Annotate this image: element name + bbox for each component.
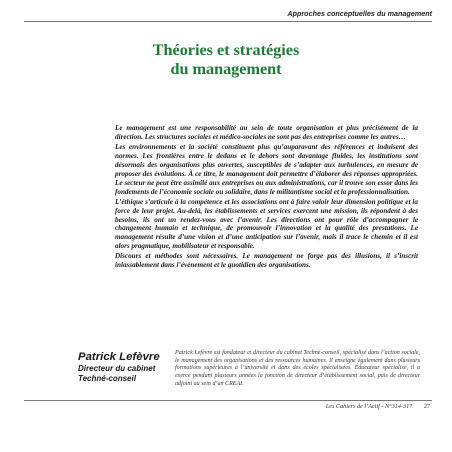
- paragraph: Discours et méthodes sont nécessaires. Le management ne forge pas des illusions, il s’inscrit inlassablement dans l’évènement et le quotidien des organisations.: [115, 252, 418, 270]
- author-affiliation: Techné-conseil: [78, 373, 136, 383]
- title-line-2: du management: [170, 60, 282, 78]
- author-bio: Patrick Lefèvre est fondateur et directeur du cabinet Techné-conseil, spécialisé dans l’action sociale, le management des organisations et des ressources humaines. Il enseigne également dans plusieurs formations supérieures à l’université et dans des écoles spécialisées. Éducateur spécialisé, il a exercé pendant plusieurs années la fonction de directeur d’établissement social, puis de directeur adjoint au sein d’un CREAI.: [175, 350, 420, 387]
- journal-reference: Les Cahiers de l’Actif - N°314-317: [325, 403, 413, 410]
- running-head: Approches conceptuelles du management: [287, 9, 432, 18]
- page-title: [0, 41, 452, 79]
- paragraph: L’éthique s’articule à la compétence et les associations ont à faire valoir leur dimension politique et la force de leur projet. Au-delà, les établissements et services exercent une mission, ils répondent à des besoins, ils ont un rendez-vous avec l’avenir. Les directions ont pour rôle d’accompagner le changement humain et technique, de promouvoir l’innovation et la qualité des prestations. Le management résulte d’une vision et d’une anticipation sur l’avenir, mais il trace le chemin et il est alors pragmatique, mobilisateur et responsable.: [115, 197, 418, 251]
- page-number: 27: [423, 403, 430, 410]
- author-role: Directeur du cabinet: [78, 364, 156, 373]
- top-divider: [24, 21, 432, 22]
- paragraph: Le management est une responsabilité au sein de toute organisation et plus précisément de la direction. Les structures sociales et médico-sociales ne sont pas des entreprises comme les autres…: [115, 124, 418, 141]
- author-name: Patrick Lefèvre: [78, 351, 160, 363]
- bottom-divider: [24, 400, 432, 401]
- paragraph: Les environnements et la société constituent plus qu’auparavant des références et induisent des normes. Les frontières entre le dedans et le dehors sont davantage fluides, les institutions sont désormais des organisations plus ouvertes, susceptibles de s’adapter aux turbulences, en mesure de proposer des évolutions. À ce titre, le management doit permettre d’élaborer des réponses appropriées. Le secteur ne peut être assimilé aux entreprises ou aux administrations, car il trouve son essor dans les fondements de l’économie sociale ou solidaire, dans le militantisme social et la professionnalisation.: [115, 142, 418, 196]
- author-block: [78, 351, 160, 383]
- abstract-text: [115, 124, 418, 271]
- title-line-1: Théories et stratégies: [152, 41, 300, 59]
- page-footer: [326, 403, 430, 410]
